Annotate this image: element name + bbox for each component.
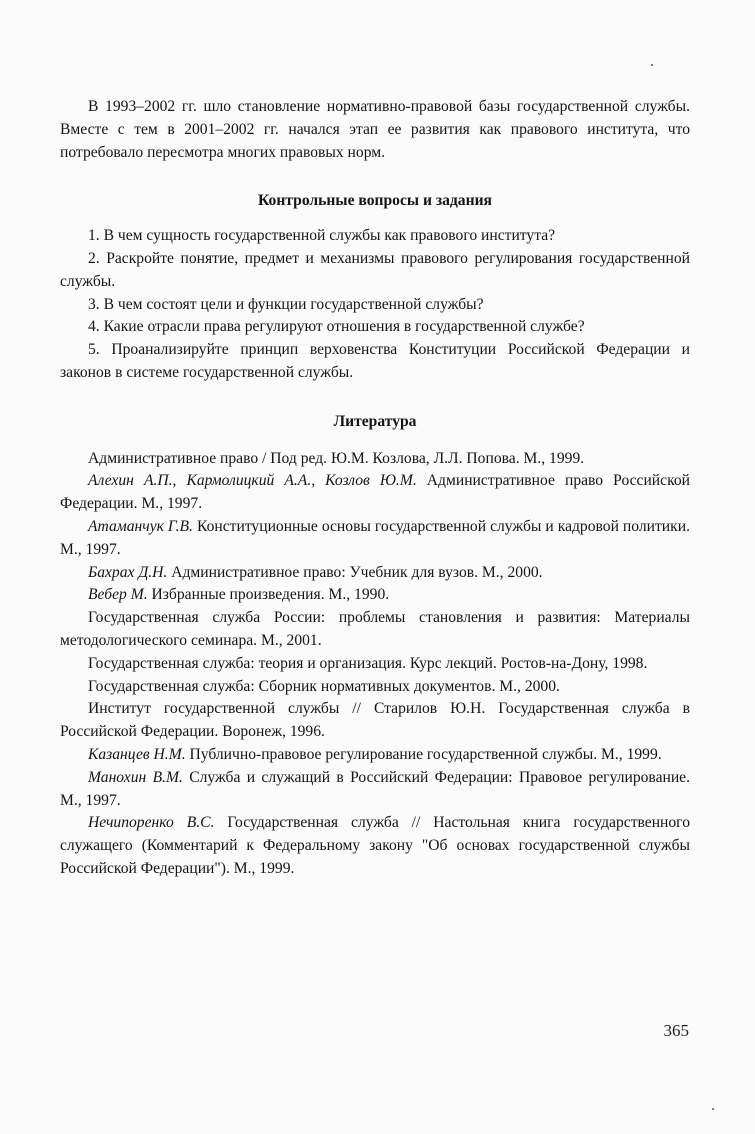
question-item-1: 1. В чем сущность государственной службы как правового института? xyxy=(88,227,556,245)
entry-author: Казанцев Н.М. xyxy=(88,745,186,763)
entry-text: Государственная служба России: проблемы становления и развития: Материалы методологического семинара. М., 2001. xyxy=(60,609,690,649)
scan-speck xyxy=(651,64,653,66)
entry-text: Конституционные основы государственной службы и кадровой политики. М., 1997. xyxy=(60,517,690,558)
literature-entry xyxy=(60,653,690,676)
page-number: 365 xyxy=(663,1021,689,1040)
literature-entry xyxy=(60,516,690,562)
entry-text: Административное право: Учебник для вузов. М., 2000. xyxy=(167,563,543,581)
literature-entry xyxy=(60,470,690,516)
question-item-5: 5. Проанализируйте принцип верховенства Конституции Российской Федерации и законов в системе государственной службы. xyxy=(60,341,690,381)
literature-entry xyxy=(60,448,690,471)
entry-text: Государственная служба: теория и организация. Курс лекций. Ростов-на-Дону, 1998. xyxy=(88,654,648,672)
question-item-4: 4. Какие отрасли права регулируют отношения в государственной службе? xyxy=(88,318,585,336)
literature-heading: Литература xyxy=(333,412,417,430)
entry-author: Алехин А.П., Кармолицкий А.А., Козлов Ю.М. xyxy=(88,472,417,490)
entry-author: Манохин В.М. xyxy=(88,768,183,786)
page-content xyxy=(60,96,690,881)
question-item-3: 3. В чем состоят цели и функции государственной службы? xyxy=(88,295,484,313)
entry-author: Бахрах Д.Н. xyxy=(88,563,168,581)
entry-text: Избранные произведения. М., 1990. xyxy=(147,586,390,604)
entry-text: Административное право / Под ред. Ю.М. Козлова, Л.Л. Попова. М., 1999. xyxy=(88,449,585,467)
entry-author: Атаманчук Г.В. xyxy=(88,517,193,535)
intro-paragraph: В 1993–2002 гг. шло становление нормативно-правовой базы государственной службы. Вместе с тем в 2001–2002 гг. начался этап ее развития как правового института, что потребовало пересмотра многих правовых норм. xyxy=(60,98,690,161)
scan-speck xyxy=(712,1108,714,1110)
question-item-2: 2. Раскройте понятие, предмет и механизмы правового регулирования государственной службы. xyxy=(60,249,690,290)
questions-heading: Контрольные вопросы и задания xyxy=(258,192,492,210)
literature-entry xyxy=(60,744,690,767)
literature-entry xyxy=(60,767,690,813)
entry-text: Административное право Российской Федерации. М., 1997. xyxy=(60,472,691,513)
literature-entry xyxy=(60,676,690,699)
entry-text: Служба и служащий в Российский Федерации: Правовое регулирование. М., 1997. xyxy=(60,768,690,809)
entry-author: Нечипоренко В.С. xyxy=(88,814,215,832)
entry-text: Институт государственной службы // Старилов Ю.Н. Государственная служба в Российской Федерации. Воронеж, 1996. xyxy=(60,700,690,741)
literature-entry xyxy=(60,607,690,653)
literature-entry xyxy=(60,584,690,607)
literature-entry xyxy=(60,812,690,880)
literature-entry xyxy=(60,698,690,744)
entry-author: Вебер М. xyxy=(88,586,148,604)
literature-entry xyxy=(60,562,690,585)
entry-text: Публично-правовое регулирование государственной службы. М., 1999. xyxy=(185,745,662,763)
entry-text: Государственная служба: Сборник нормативных документов. М., 2000. xyxy=(88,677,560,695)
entry-text: Государственная служба // Настольная книга государственного служащего (Комментарий к Федеральному закону "Об основах государственной службы Российской Федерации"). М., 1999. xyxy=(60,814,690,877)
